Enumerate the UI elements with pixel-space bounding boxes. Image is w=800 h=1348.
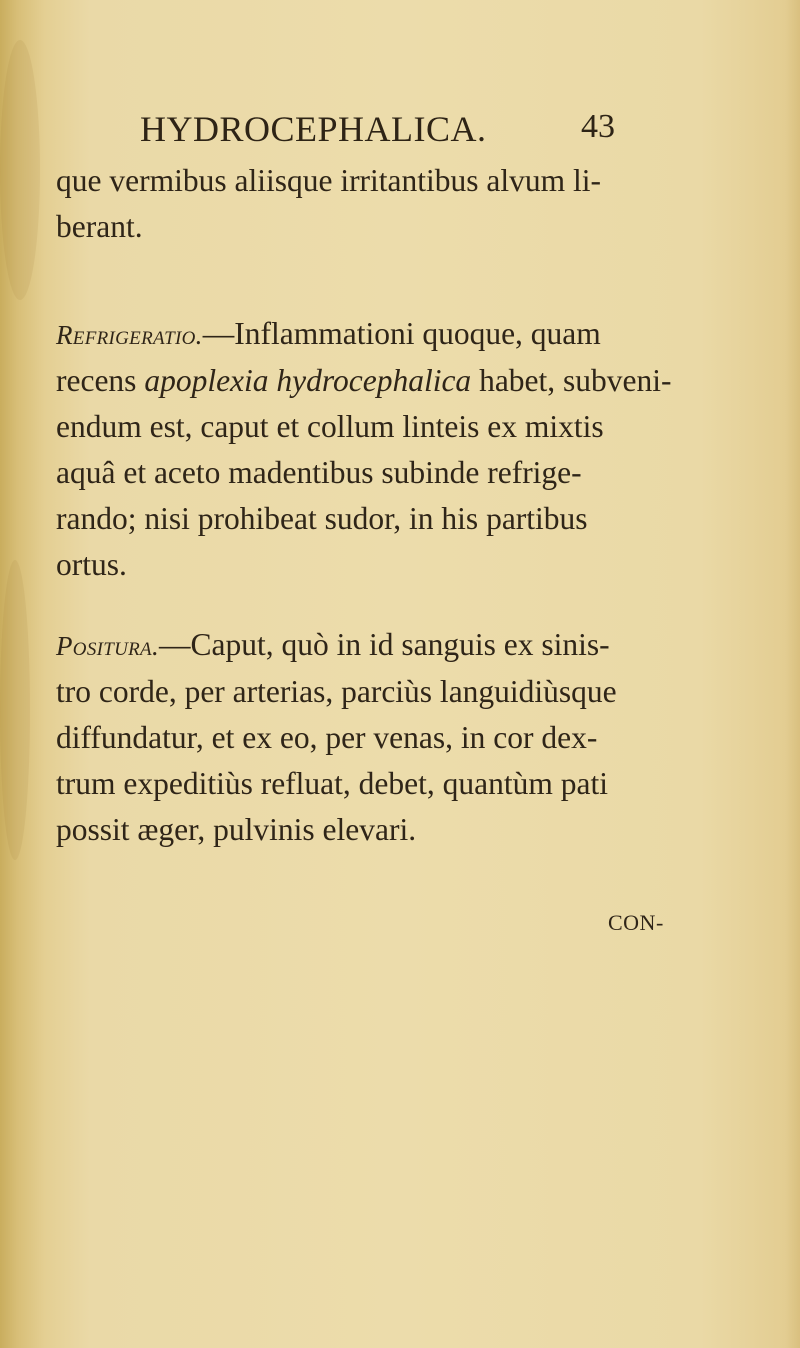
page-number: 43 (581, 108, 615, 145)
text-line: que vermibus aliisque irritantibus alvum li- (56, 163, 602, 198)
text-line (56, 622, 736, 669)
text-run: —Caput, quò in id sanguis ex sinis- (159, 627, 610, 662)
text-line: endum est, caput et collum linteis ex mixtis (56, 409, 604, 444)
text-line: rando; nisi prohibeat sudor, in his partibus (56, 501, 588, 536)
text-line: possit æger, pulvinis elevari. (56, 812, 417, 847)
italic-term: apoplexia hydrocephalica (144, 363, 472, 398)
text-run: habet, subveni- (471, 363, 672, 398)
running-title: HYDROCEPHALICA. (140, 109, 487, 149)
catchword: CON- (608, 910, 664, 935)
text-run: recens (56, 363, 145, 398)
text-line: tro corde, per arterias, parciùs languidiùsque (56, 674, 617, 709)
section-heading-positura: Positura. (56, 631, 159, 661)
paragraph-refrigeratio (56, 311, 736, 588)
paper-stain (0, 40, 40, 300)
text-run: —Inflammationi quoque, quam (202, 316, 601, 351)
paragraph-continuation (56, 158, 736, 250)
page-header (0, 108, 800, 158)
text-line: trum expeditiùs refluat, debet, quantùm pati (56, 766, 608, 801)
text-line: berant. (56, 209, 143, 244)
text-line: ortus. (56, 547, 127, 582)
text-line (56, 311, 736, 358)
paragraph-positura (56, 622, 736, 853)
section-heading-refrigeratio: Refrigeratio. (56, 320, 203, 350)
paper-stain (0, 560, 30, 860)
text-line: aquâ et aceto madentibus subinde refrige- (56, 455, 582, 490)
text-line (56, 358, 736, 404)
text-line: diffundatur, et ex eo, per venas, in cor dex- (56, 720, 598, 755)
